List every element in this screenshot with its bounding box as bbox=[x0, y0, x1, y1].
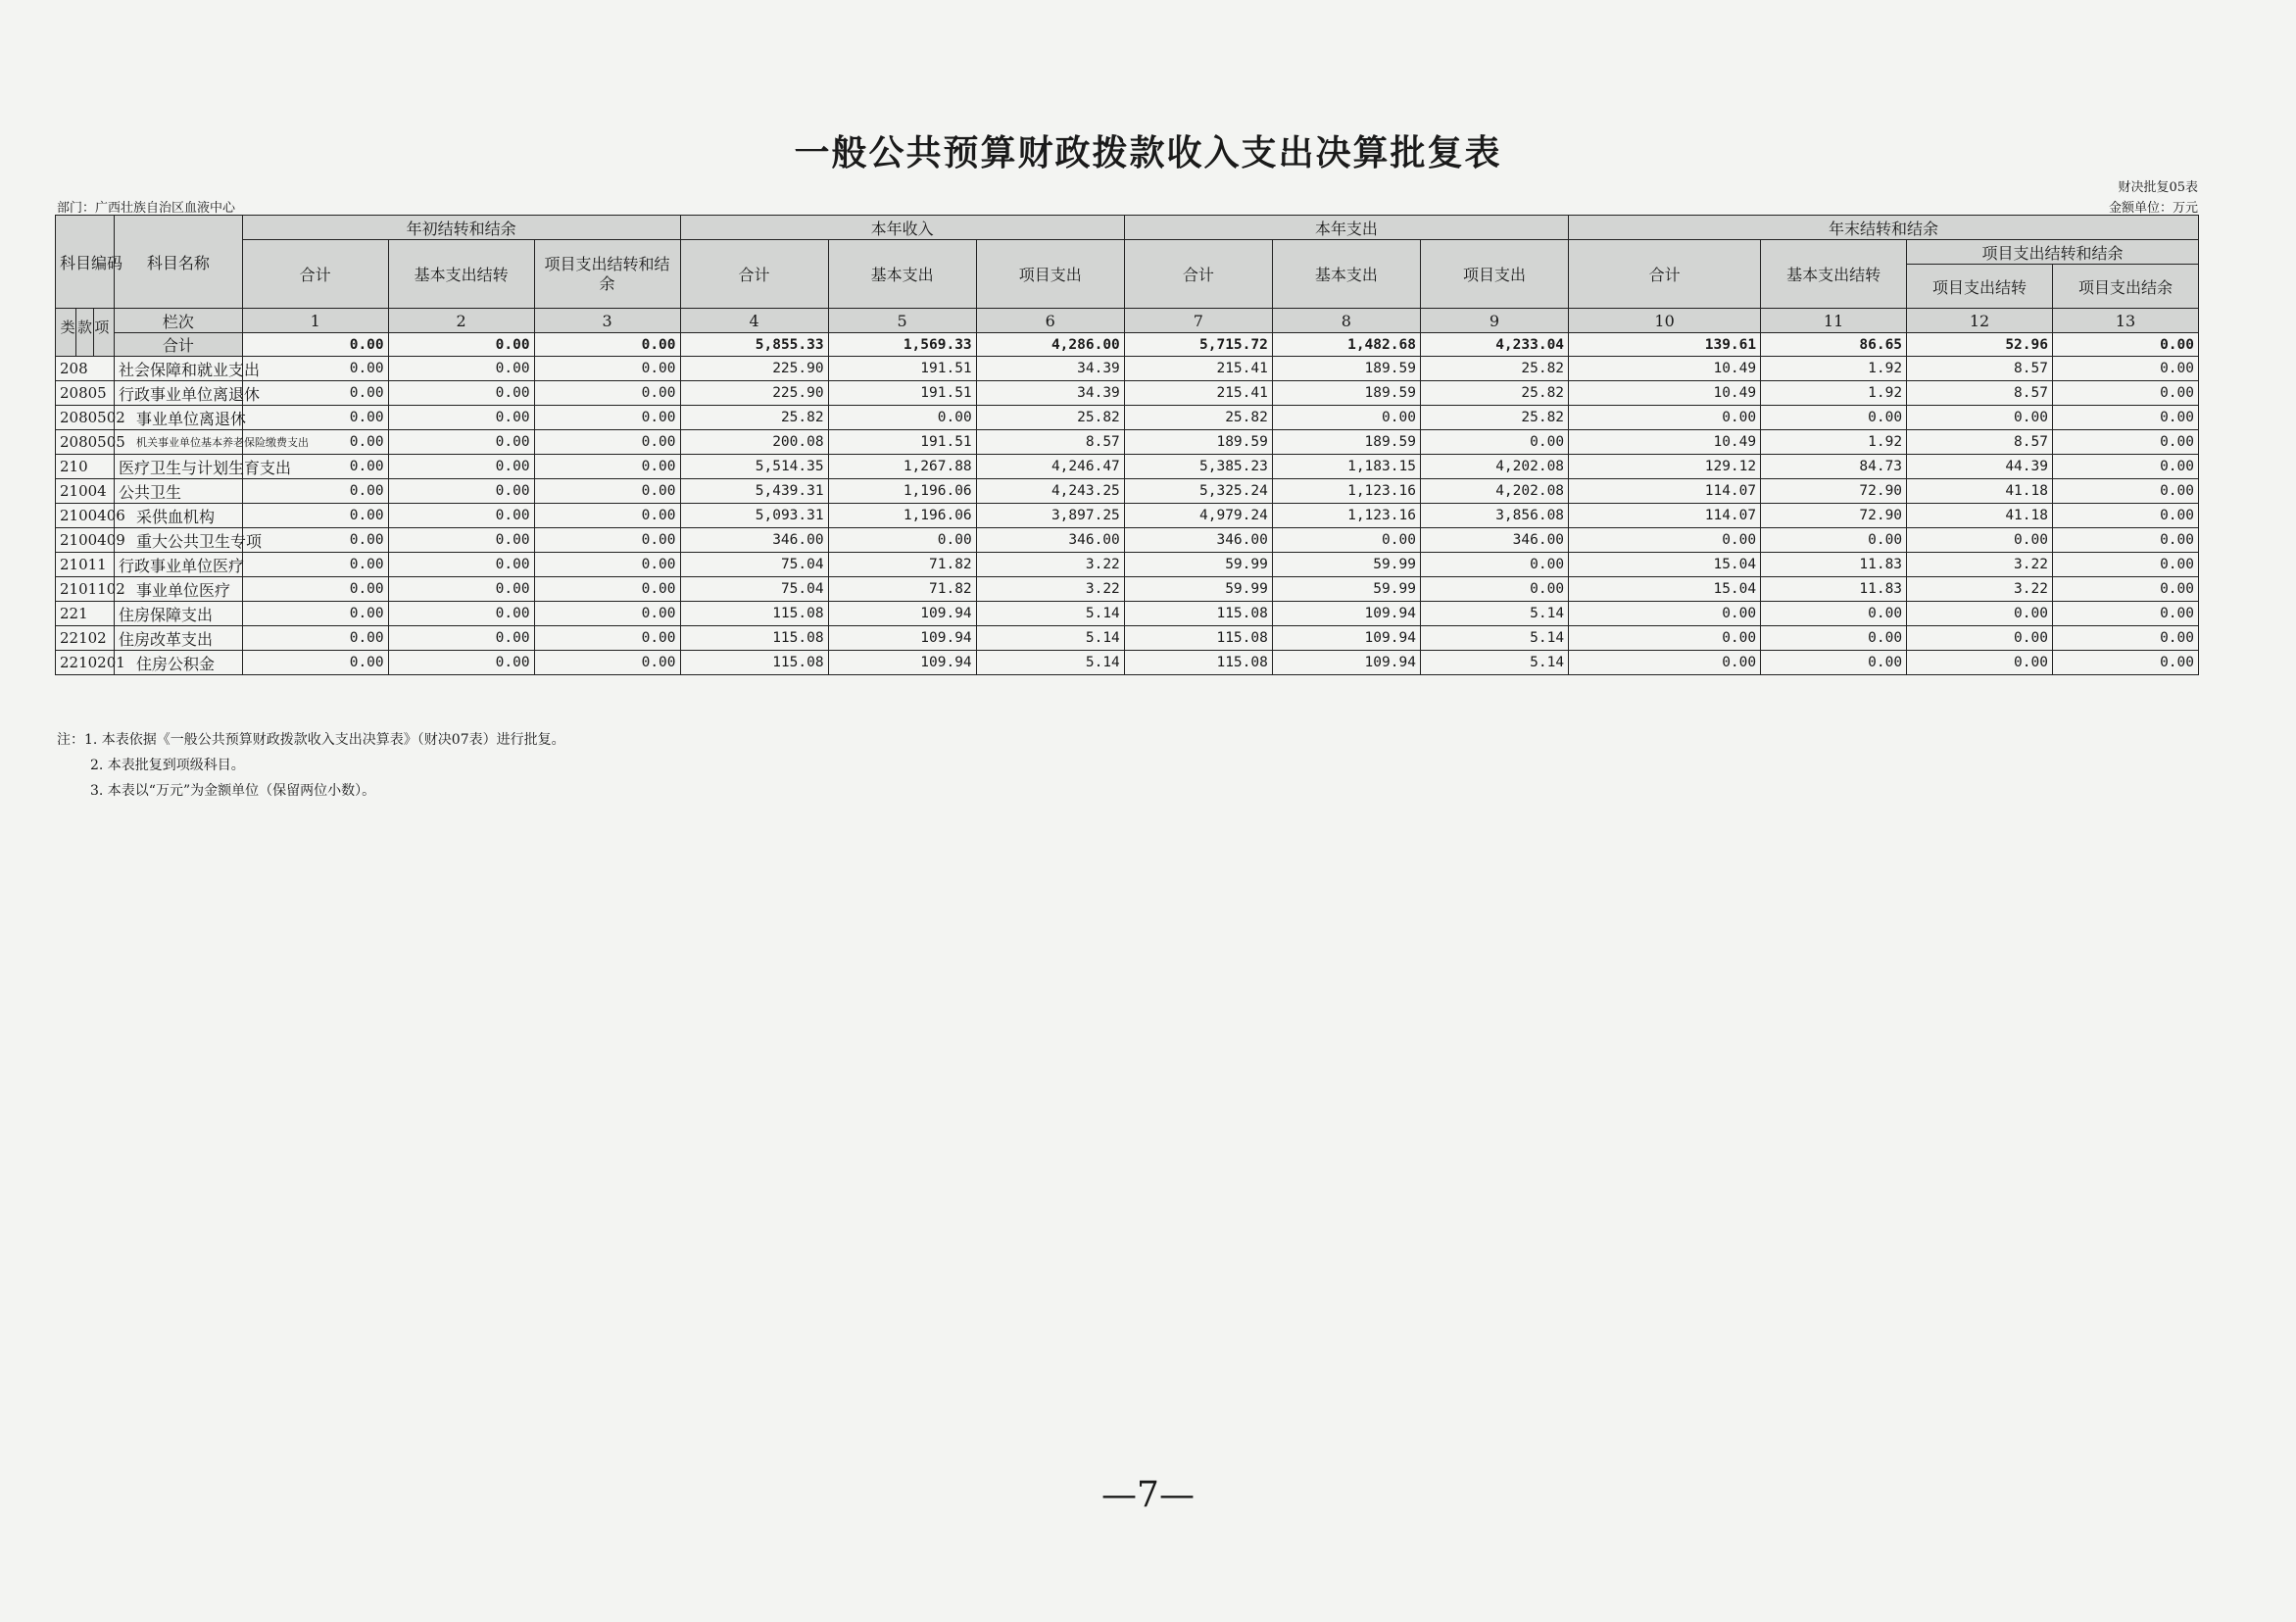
row-name: 医疗卫生与计划生育支出 bbox=[115, 455, 243, 479]
row-value: 0.00 bbox=[1761, 406, 1907, 430]
row-code: 22102 bbox=[56, 626, 115, 651]
header-name: 科目名称 bbox=[115, 216, 243, 309]
row-value: 189.59 bbox=[1124, 430, 1272, 455]
row-value: 0.00 bbox=[2052, 381, 2198, 406]
row-name: 事业单位离退休 bbox=[115, 406, 243, 430]
total-value: 0.00 bbox=[2052, 333, 2198, 357]
row-value: 15.04 bbox=[1569, 577, 1761, 602]
col-number: 4 bbox=[680, 309, 828, 333]
row-value: 44.39 bbox=[1907, 455, 2053, 479]
amount-unit: 金额单位：万元 bbox=[2108, 201, 2198, 216]
row-value: 0.00 bbox=[2052, 406, 2198, 430]
row-value: 0.00 bbox=[534, 479, 680, 504]
header-col-4: 合计 bbox=[680, 240, 828, 309]
row-value: 109.94 bbox=[1272, 651, 1420, 675]
row-value: 109.94 bbox=[1272, 626, 1420, 651]
row-value: 0.00 bbox=[242, 479, 388, 504]
row-code: 2100409 bbox=[56, 528, 115, 553]
row-value: 0.00 bbox=[534, 381, 680, 406]
row-value: 346.00 bbox=[680, 528, 828, 553]
col-number: 2 bbox=[388, 309, 534, 333]
row-value: 0.00 bbox=[534, 577, 680, 602]
row-value: 1,183.15 bbox=[1272, 455, 1420, 479]
row-value: 5.14 bbox=[976, 651, 1124, 675]
row-value: 0.00 bbox=[1420, 553, 1568, 577]
row-value: 34.39 bbox=[976, 381, 1124, 406]
row-value: 25.82 bbox=[1124, 406, 1272, 430]
header-project-subgroup: 项目支出结转和结余 bbox=[1907, 240, 2199, 265]
row-code: 210 bbox=[56, 455, 115, 479]
header-col-13: 项目支出结余 bbox=[2052, 265, 2198, 309]
row-value: 72.90 bbox=[1761, 504, 1907, 528]
table-row bbox=[56, 430, 2199, 455]
header-col-2: 基本支出结转 bbox=[388, 240, 534, 309]
row-value: 114.07 bbox=[1569, 479, 1761, 504]
row-value: 0.00 bbox=[388, 626, 534, 651]
row-value: 11.83 bbox=[1761, 553, 1907, 577]
row-value: 1,267.88 bbox=[828, 455, 976, 479]
row-value: 1.92 bbox=[1761, 357, 1907, 381]
row-value: 346.00 bbox=[1124, 528, 1272, 553]
row-value: 0.00 bbox=[2052, 430, 2198, 455]
row-value: 0.00 bbox=[1569, 626, 1761, 651]
row-value: 75.04 bbox=[680, 577, 828, 602]
row-code: 2080502 bbox=[56, 406, 115, 430]
col-number: 11 bbox=[1761, 309, 1907, 333]
row-value: 59.99 bbox=[1272, 577, 1420, 602]
row-value: 0.00 bbox=[534, 528, 680, 553]
row-value: 191.51 bbox=[828, 357, 976, 381]
row-value: 0.00 bbox=[1420, 430, 1568, 455]
row-value: 4,243.25 bbox=[976, 479, 1124, 504]
row-value: 0.00 bbox=[1761, 626, 1907, 651]
row-value: 25.82 bbox=[680, 406, 828, 430]
header-col-8: 基本支出 bbox=[1272, 240, 1420, 309]
row-value: 5.14 bbox=[1420, 651, 1568, 675]
total-value: 86.65 bbox=[1761, 333, 1907, 357]
row-value: 3,897.25 bbox=[976, 504, 1124, 528]
row-value: 0.00 bbox=[242, 553, 388, 577]
row-value: 0.00 bbox=[388, 479, 534, 504]
row-value: 0.00 bbox=[242, 430, 388, 455]
row-value: 10.49 bbox=[1569, 381, 1761, 406]
row-value: 25.82 bbox=[976, 406, 1124, 430]
row-value: 0.00 bbox=[534, 602, 680, 626]
col-number: 1 bbox=[242, 309, 388, 333]
row-value: 0.00 bbox=[1761, 651, 1907, 675]
row-value: 0.00 bbox=[534, 406, 680, 430]
row-value: 346.00 bbox=[1420, 528, 1568, 553]
row-value: 59.99 bbox=[1124, 553, 1272, 577]
row-name: 机关事业单位基本养老保险缴费支出 bbox=[115, 430, 243, 455]
row-value: 0.00 bbox=[1907, 602, 2053, 626]
row-value: 115.08 bbox=[1124, 651, 1272, 675]
form-code: 财决批复05表 bbox=[2118, 180, 2198, 195]
row-value: 0.00 bbox=[388, 455, 534, 479]
row-value: 59.99 bbox=[1124, 577, 1272, 602]
table-row bbox=[56, 357, 2199, 381]
row-value: 0.00 bbox=[242, 504, 388, 528]
row-name: 公共卫生 bbox=[115, 479, 243, 504]
total-value: 4,286.00 bbox=[976, 333, 1124, 357]
header-kuan: 款 bbox=[76, 309, 93, 356]
row-value: 0.00 bbox=[2052, 455, 2198, 479]
col-number: 13 bbox=[2052, 309, 2198, 333]
row-value: 5,514.35 bbox=[680, 455, 828, 479]
row-value: 0.00 bbox=[388, 406, 534, 430]
row-value: 225.90 bbox=[680, 357, 828, 381]
header-lei-kuan-xiang bbox=[56, 309, 115, 357]
table-row bbox=[56, 479, 2199, 504]
row-value: 0.00 bbox=[2052, 357, 2198, 381]
row-value: 109.94 bbox=[828, 651, 976, 675]
header-group-income: 本年收入 bbox=[680, 216, 1124, 240]
row-value: 8.57 bbox=[1907, 430, 2053, 455]
row-name: 行政事业单位离退休 bbox=[115, 381, 243, 406]
row-value: 8.57 bbox=[1907, 381, 2053, 406]
col-number: 6 bbox=[976, 309, 1124, 333]
row-value: 115.08 bbox=[680, 602, 828, 626]
row-value: 0.00 bbox=[388, 504, 534, 528]
table-row bbox=[56, 528, 2199, 553]
department: 部门：广西壮族自治区血液中心 bbox=[57, 201, 236, 216]
row-value: 5,439.31 bbox=[680, 479, 828, 504]
row-value: 0.00 bbox=[2052, 479, 2198, 504]
col-number: 8 bbox=[1272, 309, 1420, 333]
row-value: 189.59 bbox=[1272, 357, 1420, 381]
row-code: 2100406 bbox=[56, 504, 115, 528]
row-value: 0.00 bbox=[1420, 577, 1568, 602]
row-value: 0.00 bbox=[388, 528, 534, 553]
row-value: 0.00 bbox=[242, 528, 388, 553]
row-value: 0.00 bbox=[534, 651, 680, 675]
row-value: 72.90 bbox=[1761, 479, 1907, 504]
row-value: 3.22 bbox=[976, 553, 1124, 577]
row-value: 115.08 bbox=[680, 626, 828, 651]
total-value: 139.61 bbox=[1569, 333, 1761, 357]
table-row bbox=[56, 504, 2199, 528]
notes bbox=[57, 727, 565, 804]
note-1: 注：1. 本表依据《一般公共预算财政拨款收入支出决算表》（财决07表）进行批复。 bbox=[57, 732, 565, 748]
table-body bbox=[56, 357, 2199, 675]
row-value: 0.00 bbox=[388, 430, 534, 455]
row-name: 采供血机构 bbox=[115, 504, 243, 528]
row-value: 8.57 bbox=[976, 430, 1124, 455]
table-row bbox=[56, 455, 2199, 479]
col-number: 12 bbox=[1907, 309, 2053, 333]
col-number: 7 bbox=[1124, 309, 1272, 333]
note-3: 3. 本表以“万元”为金额单位（保留两位小数）。 bbox=[90, 783, 376, 799]
row-value: 215.41 bbox=[1124, 381, 1272, 406]
table-row bbox=[56, 602, 2199, 626]
row-value: 10.49 bbox=[1569, 357, 1761, 381]
row-value: 5.14 bbox=[976, 602, 1124, 626]
total-label: 合计 bbox=[115, 333, 243, 357]
row-value: 4,979.24 bbox=[1124, 504, 1272, 528]
row-value: 0.00 bbox=[534, 504, 680, 528]
row-value: 0.00 bbox=[242, 381, 388, 406]
row-value: 0.00 bbox=[388, 553, 534, 577]
row-value: 189.59 bbox=[1272, 430, 1420, 455]
note-2: 2. 本表批复到项级科目。 bbox=[90, 758, 245, 773]
row-name: 社会保障和就业支出 bbox=[115, 357, 243, 381]
row-value: 115.08 bbox=[680, 651, 828, 675]
row-value: 71.82 bbox=[828, 553, 976, 577]
total-value: 5,855.33 bbox=[680, 333, 828, 357]
col-number: 5 bbox=[828, 309, 976, 333]
row-value: 0.00 bbox=[534, 553, 680, 577]
row-value: 0.00 bbox=[534, 357, 680, 381]
total-value: 0.00 bbox=[388, 333, 534, 357]
col-number: 10 bbox=[1569, 309, 1761, 333]
row-value: 1,196.06 bbox=[828, 479, 976, 504]
row-code: 208 bbox=[56, 357, 115, 381]
total-value: 52.96 bbox=[1907, 333, 2053, 357]
header-col-10: 合计 bbox=[1569, 240, 1761, 309]
row-value: 0.00 bbox=[1907, 626, 2053, 651]
row-value: 41.18 bbox=[1907, 504, 2053, 528]
header-col-9: 项目支出 bbox=[1420, 240, 1568, 309]
row-value: 4,202.08 bbox=[1420, 455, 1568, 479]
row-value: 25.82 bbox=[1420, 381, 1568, 406]
row-value: 59.99 bbox=[1272, 553, 1420, 577]
row-value: 4,202.08 bbox=[1420, 479, 1568, 504]
row-value: 3,856.08 bbox=[1420, 504, 1568, 528]
row-value: 3.22 bbox=[976, 577, 1124, 602]
row-value: 0.00 bbox=[1907, 528, 2053, 553]
row-value: 0.00 bbox=[828, 406, 976, 430]
page-title: 一般公共预算财政拨款收入支出决算批复表 bbox=[794, 132, 1502, 173]
row-value: 3.22 bbox=[1907, 553, 2053, 577]
total-value: 1,569.33 bbox=[828, 333, 976, 357]
row-value: 0.00 bbox=[242, 651, 388, 675]
header-col-11: 基本支出结转 bbox=[1761, 240, 1907, 309]
header-group-closing: 年末结转和结余 bbox=[1569, 216, 2199, 240]
row-value: 5,385.23 bbox=[1124, 455, 1272, 479]
row-value: 0.00 bbox=[534, 430, 680, 455]
row-value: 3.22 bbox=[1907, 577, 2053, 602]
row-value: 109.94 bbox=[1272, 602, 1420, 626]
table-row bbox=[56, 553, 2199, 577]
row-value: 189.59 bbox=[1272, 381, 1420, 406]
row-value: 346.00 bbox=[976, 528, 1124, 553]
row-name: 住房公积金 bbox=[115, 651, 243, 675]
table-row bbox=[56, 626, 2199, 651]
row-value: 115.08 bbox=[1124, 602, 1272, 626]
row-value: 1.92 bbox=[1761, 430, 1907, 455]
header-code: 科目编码 bbox=[56, 216, 115, 309]
table-row bbox=[56, 381, 2199, 406]
row-value: 5,093.31 bbox=[680, 504, 828, 528]
row-value: 1,123.16 bbox=[1272, 504, 1420, 528]
page-number: —7— bbox=[1101, 1475, 1195, 1515]
row-value: 0.00 bbox=[242, 602, 388, 626]
header-col-6: 项目支出 bbox=[976, 240, 1124, 309]
budget-table bbox=[55, 215, 2199, 675]
row-value: 0.00 bbox=[1272, 528, 1420, 553]
row-value: 109.94 bbox=[828, 602, 976, 626]
row-value: 15.04 bbox=[1569, 553, 1761, 577]
total-value: 5,715.72 bbox=[1124, 333, 1272, 357]
row-name: 住房改革支出 bbox=[115, 626, 243, 651]
row-value: 115.08 bbox=[1124, 626, 1272, 651]
row-value: 1.92 bbox=[1761, 381, 1907, 406]
total-value: 4,233.04 bbox=[1420, 333, 1568, 357]
table-row bbox=[56, 406, 2199, 430]
row-value: 0.00 bbox=[2052, 577, 2198, 602]
row-value: 1,123.16 bbox=[1272, 479, 1420, 504]
header-lanci: 栏次 bbox=[115, 309, 243, 333]
row-value: 8.57 bbox=[1907, 357, 2053, 381]
row-value: 0.00 bbox=[828, 528, 976, 553]
total-value: 0.00 bbox=[242, 333, 388, 357]
row-name: 事业单位医疗 bbox=[115, 577, 243, 602]
row-value: 0.00 bbox=[388, 577, 534, 602]
row-name: 重大公共卫生专项 bbox=[115, 528, 243, 553]
table-row bbox=[56, 651, 2199, 675]
col-number: 3 bbox=[534, 309, 680, 333]
header-col-5: 基本支出 bbox=[828, 240, 976, 309]
row-code: 2210201 bbox=[56, 651, 115, 675]
row-value: 0.00 bbox=[1761, 602, 1907, 626]
row-name: 行政事业单位医疗 bbox=[115, 553, 243, 577]
row-value: 0.00 bbox=[1569, 528, 1761, 553]
row-value: 191.51 bbox=[828, 381, 976, 406]
row-code: 2101102 bbox=[56, 577, 115, 602]
row-value: 5,325.24 bbox=[1124, 479, 1272, 504]
row-code: 2080505 bbox=[56, 430, 115, 455]
row-value: 0.00 bbox=[1761, 528, 1907, 553]
row-value: 225.90 bbox=[680, 381, 828, 406]
row-value: 0.00 bbox=[388, 357, 534, 381]
row-value: 0.00 bbox=[388, 651, 534, 675]
row-value: 0.00 bbox=[242, 406, 388, 430]
row-value: 0.00 bbox=[388, 602, 534, 626]
header-col-1: 合计 bbox=[242, 240, 388, 309]
row-value: 191.51 bbox=[828, 430, 976, 455]
row-value: 0.00 bbox=[2052, 651, 2198, 675]
row-value: 0.00 bbox=[2052, 553, 2198, 577]
row-code: 21004 bbox=[56, 479, 115, 504]
header-xiang: 项 bbox=[94, 319, 110, 336]
header-group-opening: 年初结转和结余 bbox=[242, 216, 680, 240]
row-value: 109.94 bbox=[828, 626, 976, 651]
row-value: 0.00 bbox=[2052, 528, 2198, 553]
row-value: 0.00 bbox=[534, 626, 680, 651]
row-value: 0.00 bbox=[242, 357, 388, 381]
row-value: 0.00 bbox=[1272, 406, 1420, 430]
row-value: 5.14 bbox=[976, 626, 1124, 651]
row-code: 21011 bbox=[56, 553, 115, 577]
row-value: 0.00 bbox=[1907, 651, 2053, 675]
row-value: 200.08 bbox=[680, 430, 828, 455]
row-value: 34.39 bbox=[976, 357, 1124, 381]
table-row bbox=[56, 577, 2199, 602]
row-name: 住房保障支出 bbox=[115, 602, 243, 626]
row-value: 0.00 bbox=[2052, 626, 2198, 651]
row-value: 84.73 bbox=[1761, 455, 1907, 479]
total-value: 1,482.68 bbox=[1272, 333, 1420, 357]
row-value: 71.82 bbox=[828, 577, 976, 602]
row-value: 75.04 bbox=[680, 553, 828, 577]
row-value: 0.00 bbox=[2052, 602, 2198, 626]
row-value: 41.18 bbox=[1907, 479, 2053, 504]
row-code: 221 bbox=[56, 602, 115, 626]
row-value: 215.41 bbox=[1124, 357, 1272, 381]
row-value: 1,196.06 bbox=[828, 504, 976, 528]
row-value: 0.00 bbox=[534, 455, 680, 479]
total-value: 0.00 bbox=[534, 333, 680, 357]
header-col-12: 项目支出结转 bbox=[1907, 265, 2053, 309]
header-col-3: 项目支出结转和结余 bbox=[534, 240, 680, 309]
col-number: 9 bbox=[1420, 309, 1568, 333]
row-value: 129.12 bbox=[1569, 455, 1761, 479]
row-value: 25.82 bbox=[1420, 357, 1568, 381]
row-code: 20805 bbox=[56, 381, 115, 406]
row-value: 0.00 bbox=[1569, 406, 1761, 430]
row-value: 0.00 bbox=[388, 381, 534, 406]
row-value: 0.00 bbox=[1907, 406, 2053, 430]
row-value: 0.00 bbox=[1569, 651, 1761, 675]
row-value: 5.14 bbox=[1420, 602, 1568, 626]
header-lei: 类 bbox=[60, 309, 76, 356]
row-value: 11.83 bbox=[1761, 577, 1907, 602]
row-value: 0.00 bbox=[1569, 602, 1761, 626]
row-value: 0.00 bbox=[242, 626, 388, 651]
row-value: 25.82 bbox=[1420, 406, 1568, 430]
header-col-7: 合计 bbox=[1124, 240, 1272, 309]
row-value: 0.00 bbox=[2052, 504, 2198, 528]
row-value: 114.07 bbox=[1569, 504, 1761, 528]
row-value: 0.00 bbox=[242, 455, 388, 479]
row-value: 10.49 bbox=[1569, 430, 1761, 455]
row-value: 5.14 bbox=[1420, 626, 1568, 651]
row-value: 0.00 bbox=[242, 577, 388, 602]
row-value: 4,246.47 bbox=[976, 455, 1124, 479]
header-group-expenditure: 本年支出 bbox=[1124, 216, 1568, 240]
